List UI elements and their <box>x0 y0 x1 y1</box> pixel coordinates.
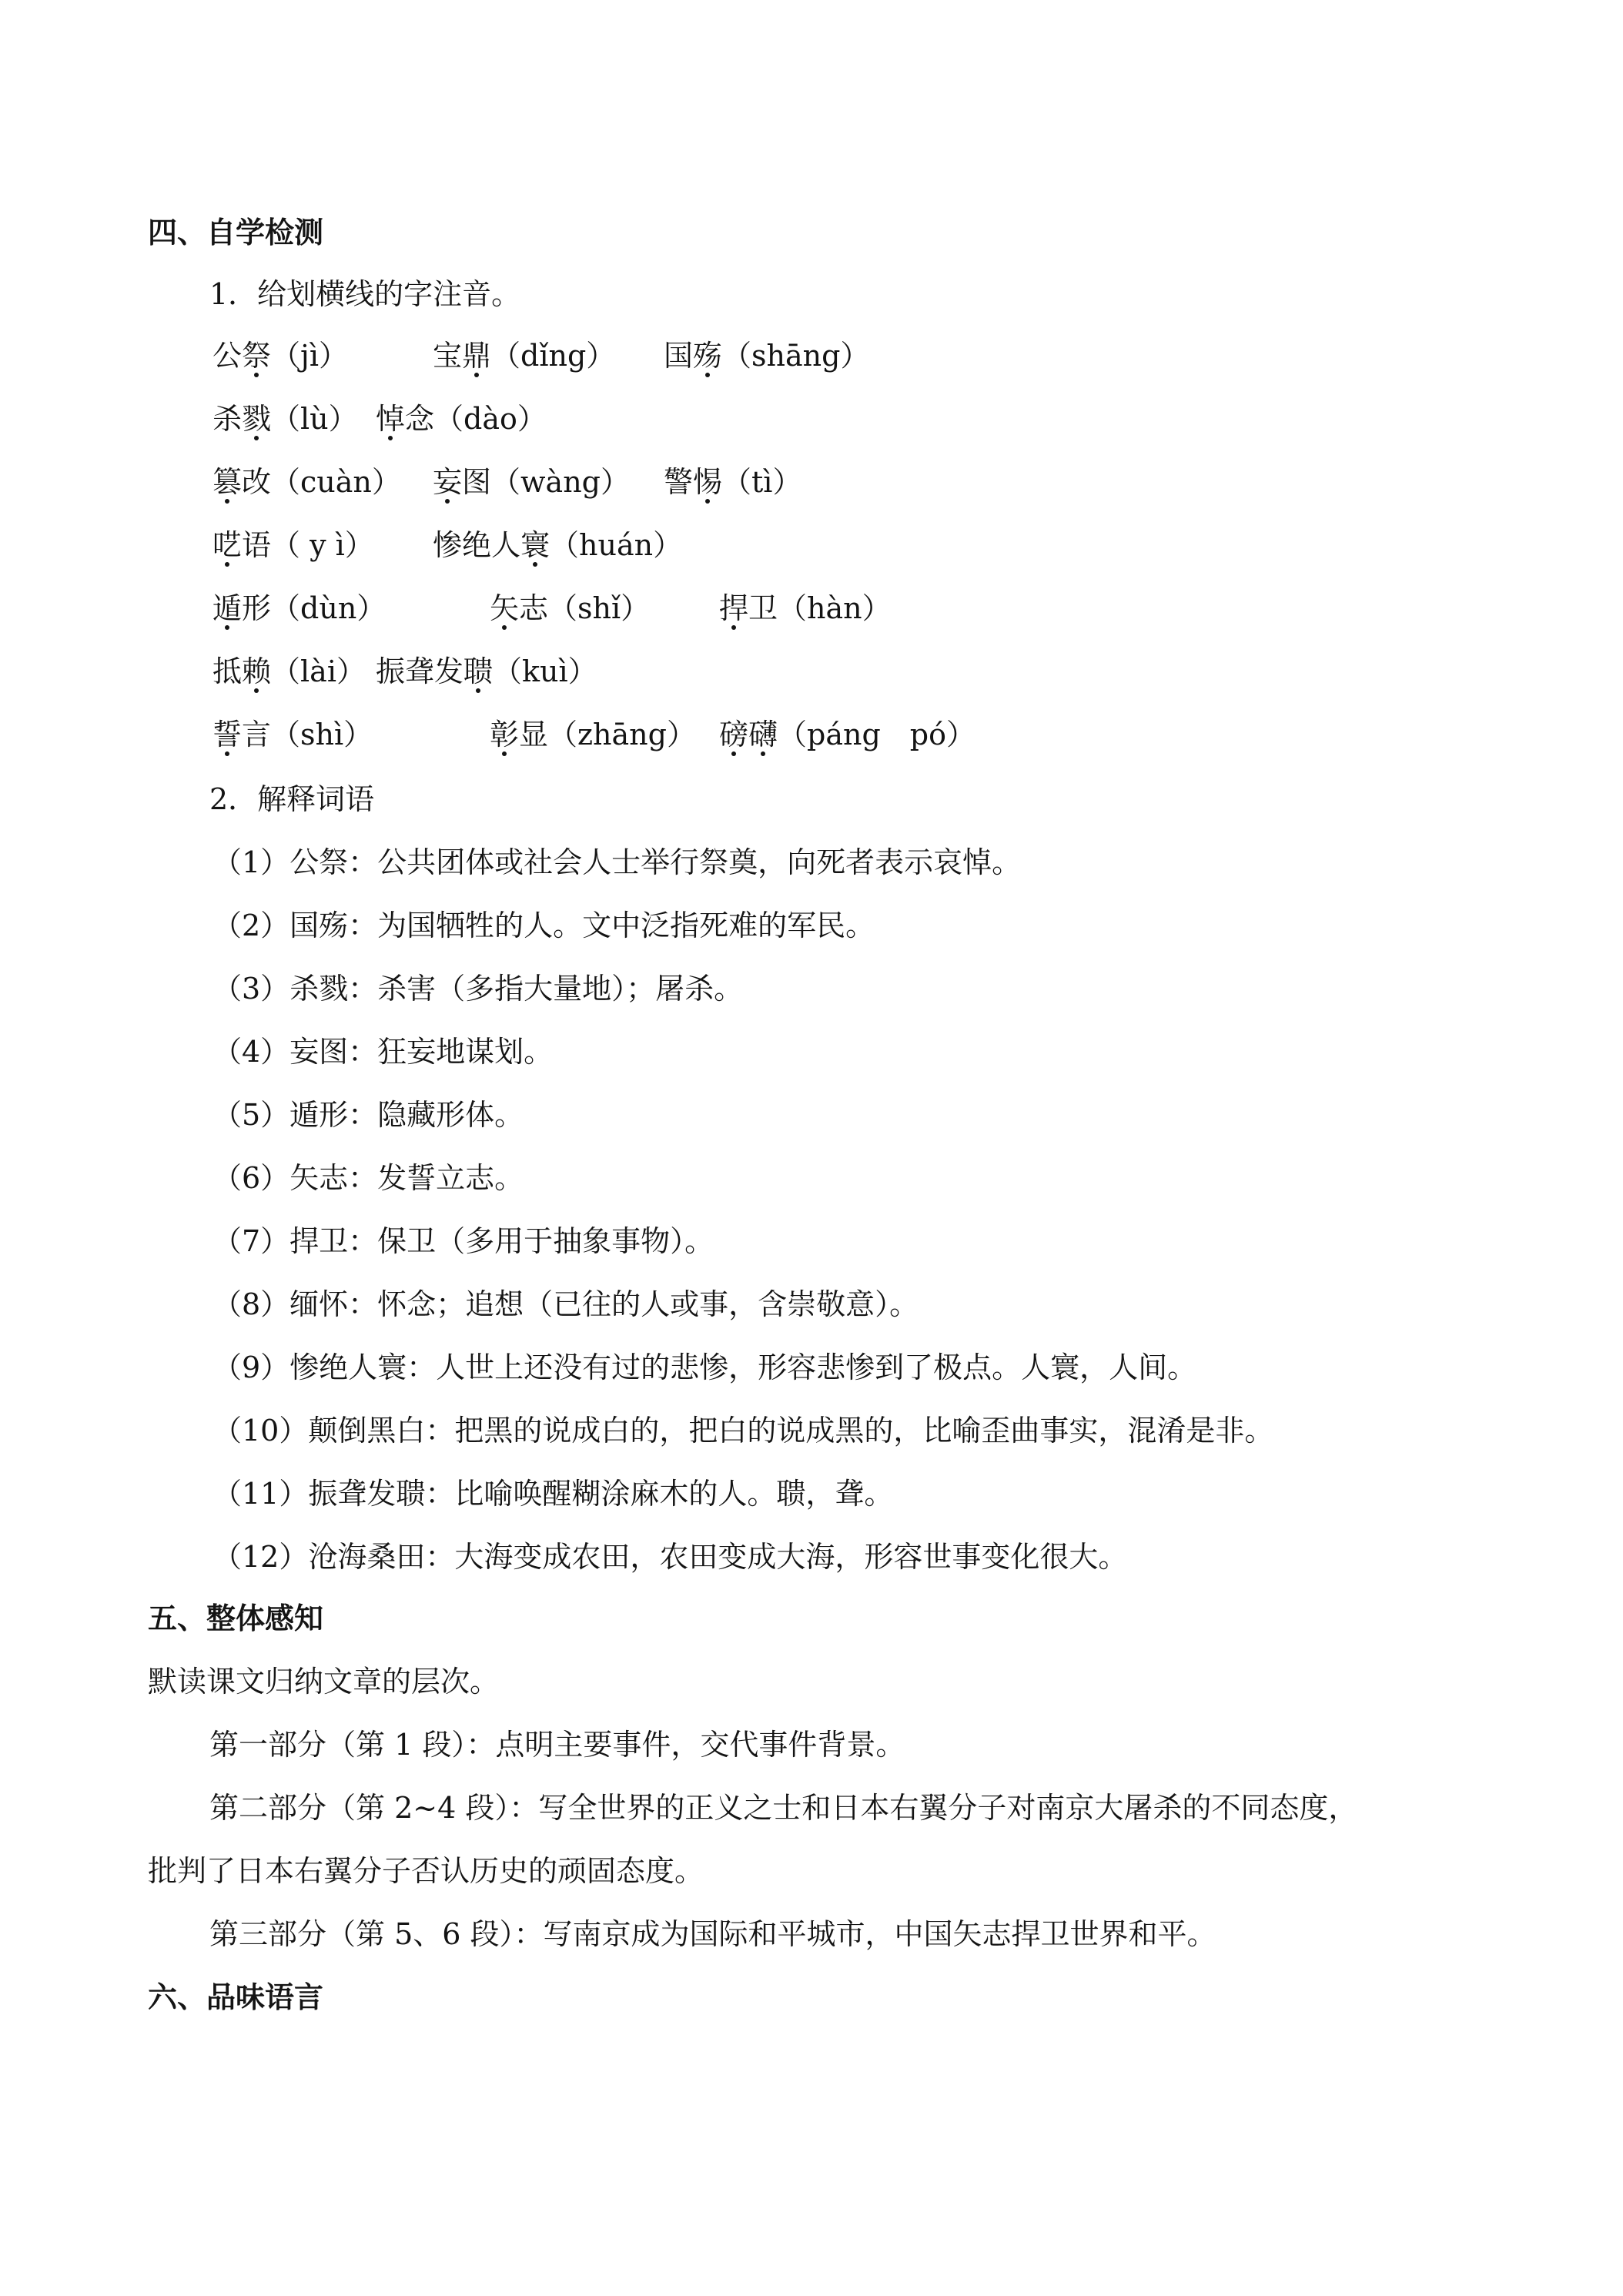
definition-item: （8）缅怀：怀念；追想（已往的人或事，含崇敬意）。 <box>212 1287 919 1321</box>
definition-item: （12）沧海桑田：大海变成农田，农田变成大海，形容世事变化很大。 <box>212 1540 1128 1574</box>
pinyin-item: 磅礴（páng pó） <box>719 715 975 755</box>
definition-item: （10）颠倒黑白：把黑的说成白的，把白的说成黑的，比喻歪曲事实，混淆是非。 <box>212 1414 1274 1448</box>
definition-item: （6）矢志：发誓立志。 <box>212 1161 524 1195</box>
definition-item: （2）国殇：为国牺牲的人。文中泛指死难的军民。 <box>212 909 875 942</box>
pinyin-item: 篡改（cuàn） <box>212 462 401 502</box>
pinyin-item: 呓语（ y ì） <box>212 525 374 565</box>
pinyin-row-3 <box>0 462 1623 502</box>
section-intro: 默读课文归纳文章的层次。 <box>148 1665 500 1699</box>
definition-item: （9）惨绝人寰：人世上还没有过的悲惨，形容悲惨到了极点。人寰，人间。 <box>212 1350 1197 1384</box>
pinyin-row-6 <box>0 651 1623 691</box>
section-title-self-study: 四、自学检测 <box>148 216 324 249</box>
definition-item: （5）遁形：隐藏形体。 <box>212 1098 524 1132</box>
definition-item: （11）振聋发聩：比喻唤醒糊涂麻木的人。聩，聋。 <box>212 1477 894 1511</box>
question-2-title: 2．解释词语 <box>209 782 375 816</box>
section-title-language: 六、品味语言 <box>148 1980 324 2014</box>
pinyin-item: 公祭（jì） <box>212 336 348 376</box>
section-title-overall-perception: 五、整体感知 <box>148 1602 324 1635</box>
pinyin-item: 彰显（zhāng） <box>490 715 696 755</box>
pinyin-item: 警惕（tì） <box>664 462 801 502</box>
structure-part-2: 第二部分（第 2~4 段）：写全世界的正义之士和日本右翼分子对南京大屠杀的不同态度， <box>209 1791 1358 1825</box>
pinyin-item: 捍卫（hàn） <box>719 588 892 628</box>
pinyin-item: 宝鼎（dǐng） <box>433 336 615 376</box>
pinyin-item: 誓言（shì） <box>212 715 373 755</box>
definition-item: （3）杀戮：杀害（多指大量地）；屠杀。 <box>212 972 744 1006</box>
pinyin-item: 抵赖（lài） <box>212 651 366 691</box>
pinyin-item: 振聋发聩（kuì） <box>376 651 597 691</box>
pinyin-item: 妄图（wàng） <box>433 462 630 502</box>
structure-part-2-continued: 批判了日本右翼分子否认历史的顽固态度。 <box>148 1854 704 1888</box>
pinyin-row-7 <box>0 715 1623 755</box>
pinyin-item: 矢志（shǐ） <box>490 588 650 628</box>
structure-part-1: 第一部分（第 1 段）：点明主要事件，交代事件背景。 <box>209 1728 905 1762</box>
structure-part-3: 第三部分（第 5、6 段）：写南京成为国际和平城市，中国矢志捍卫世界和平。 <box>209 1917 1216 1951</box>
pinyin-row-5 <box>0 588 1623 628</box>
pinyin-row-4 <box>0 525 1623 565</box>
definition-item: （7）捍卫：保卫（多用于抽象事物）。 <box>212 1224 714 1258</box>
definition-item: （1）公祭：公共团体或社会人士举行祭奠，向死者表示哀悼。 <box>212 845 1022 879</box>
question-1-title: 1．给划横线的字注音。 <box>209 277 521 311</box>
pinyin-item: 惨绝人寰（huán） <box>433 525 682 565</box>
pinyin-item: 国殇（shāng） <box>664 336 869 376</box>
definition-item: （4）妄图：狂妄地谋划。 <box>212 1035 554 1069</box>
pinyin-row-1 <box>0 336 1623 376</box>
pinyin-item: 悼念（dào） <box>376 399 547 439</box>
pinyin-row-2 <box>0 399 1623 439</box>
pinyin-item: 杀戮（lù） <box>212 399 358 439</box>
pinyin-item: 遁形（dùn） <box>212 588 386 628</box>
